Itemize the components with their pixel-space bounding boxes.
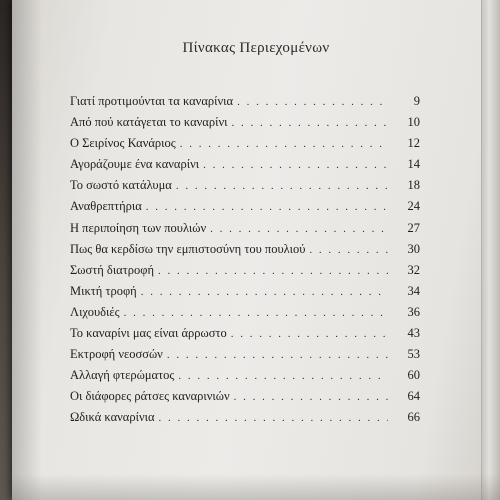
toc-entry-page: 18 [407, 178, 420, 193]
dot-leader [158, 265, 388, 277]
dot-leader [176, 180, 388, 192]
toc-entry-title: Αλλαγή φτερώματος [70, 368, 175, 383]
dot-leader [167, 349, 388, 361]
toc-entry [70, 305, 420, 326]
toc-entry [70, 157, 420, 178]
page-title: Πίνακας Περιεχομένων [182, 40, 330, 56]
toc-entry [70, 263, 420, 284]
toc-entry [70, 242, 420, 263]
toc-entry-page: 14 [407, 157, 420, 172]
toc-entry-title: Μικτή τροφή [70, 283, 137, 298]
dot-leader [203, 159, 388, 171]
toc-entry-page: 43 [407, 326, 420, 341]
toc-entry-page: 32 [407, 262, 420, 277]
toc-entry-page: 9 [413, 94, 420, 108]
page-shadow [12, 474, 500, 500]
toc-entry [70, 178, 420, 199]
dot-leader [231, 117, 388, 129]
dot-leader [210, 223, 388, 235]
dot-leader [309, 244, 388, 256]
toc-entry-page: 30 [407, 241, 420, 256]
toc-entry [70, 221, 420, 242]
toc-entry [70, 136, 420, 157]
dot-leader [180, 138, 388, 150]
toc-entry-title: Αναθρεπτήρια [70, 199, 142, 214]
dot-leader [231, 328, 388, 340]
toc-entry [70, 326, 420, 347]
toc-entry-page: 10 [407, 115, 420, 130]
toc-entry-title: Πως θα κερδίσω την εμπιστοσύνη του πουλιού [70, 241, 306, 256]
toc-entry-title: Αγοράζουμε ένα καναρίνι [70, 157, 200, 172]
toc-entry-page: 36 [407, 304, 420, 319]
toc-entry-page: 27 [407, 220, 420, 235]
toc-entry-page: 60 [407, 368, 420, 383]
dot-leader [237, 96, 388, 108]
toc-entry [70, 347, 420, 368]
toc-entry-title: Το σωστό κατάλυμα [70, 178, 172, 193]
toc-entry-title: Το καναρίνι μας είναι άρρωστο [70, 326, 227, 341]
toc-entry-title: Ωδικά καναρίνια [70, 410, 155, 425]
toc-entry [70, 199, 420, 220]
dot-leader [146, 201, 388, 213]
toc-entry-page: 64 [407, 389, 420, 404]
toc-entry-title: Η περιποίηση των πουλιών [70, 220, 207, 235]
toc-entry-title: Εκτροφή νεοσσών [70, 347, 163, 362]
toc-entry-title: Σωστή διατροφή [70, 262, 154, 277]
toc-entry-title: Από πού κατάγεται το καναρίνι [70, 115, 228, 130]
toc-entry [70, 389, 420, 410]
dot-leader [234, 391, 388, 403]
toc-entry [70, 410, 420, 431]
dot-leader [159, 412, 388, 424]
toc-entry-title: Ο Σειρίνος Κανάριος [70, 136, 176, 151]
dot-leader [141, 286, 388, 298]
toc-entry-title: Οι διάφορες ράτσες καναρινιών [70, 389, 230, 404]
dot-leader [124, 307, 388, 319]
toc-entry-page: 53 [407, 347, 420, 362]
toc-entry-title: Γιατί προτιμούνται τα καναρίνια [70, 94, 234, 108]
toc-entry-page: 12 [407, 136, 420, 151]
toc-entry-page: 66 [407, 410, 420, 425]
toc-entry [70, 115, 420, 136]
dot-leader [178, 370, 388, 382]
toc-entry [70, 94, 420, 115]
page-edge [481, 0, 500, 500]
toc-entry-page: 24 [407, 199, 420, 214]
toc-entry [70, 284, 420, 305]
toc-entry-page: 34 [407, 283, 420, 298]
table-of-contents [70, 94, 420, 432]
toc-entry [70, 368, 420, 389]
toc-entry-title: Λιχουδιές [70, 304, 120, 319]
